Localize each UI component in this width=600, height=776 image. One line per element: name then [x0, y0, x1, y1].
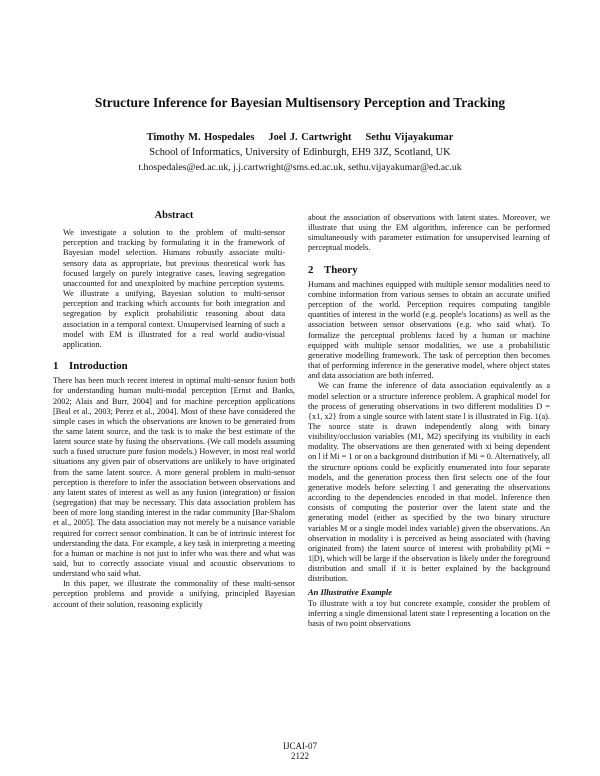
right-column — [308, 213, 550, 629]
footer-page-number: 2122 — [291, 751, 309, 761]
author-name: Timothy M. Hospedales — [146, 132, 255, 143]
abstract-text: We investigate a solution to the problem of multi-sensor perception and tracking by formulating it in the framework of Bayesian model selection. Humans robustly associate multi-sensory data as appropriate, but previous theoretical work has focused largely on purely integrative cases, leaving segregation unaccounted for and unexploited by machine perception systems. We illustrate a unifying, Bayesian solution to multi-sensor perception and tracking which accounts for both integration and segregation by explicit probabilistic reasoning about data association in a temporal context. Unsupervised learning of such a model with EM is illustrated for a real world audio-visual application. — [63, 228, 285, 349]
paper-title: Structure Inference for Bayesian Multisensory Perception and Tracking — [94, 95, 506, 110]
section-heading-introduction — [53, 361, 295, 371]
affiliation: School of Informatics, University of Edinburgh, EH9 3JZ, Scotland, UK — [149, 147, 451, 158]
abstract-body — [53, 228, 295, 350]
theory-paragraph-3: To illustrate with a toy but concrete example, consider the problem of inferring a single dimensional latent state l representing a location on the basis of two point observations — [308, 598, 550, 628]
author-name: Joel J. Cartwright — [268, 132, 352, 143]
section-title: Theory — [324, 263, 358, 276]
intro-continuation: about the association of observations with latent states. Moreover, we illustrate that using the EM algorithm, inference can be performed simultaneously with parameter estimation for unsupervised learning of perceptual models. — [308, 213, 550, 253]
intro-paragraph-1: There has been much recent interest in optimal multi-sensor fusion both for understanding human multi-modal perception [Ernst and Banks, 2002; Alais and Burr, 2004] and for machine perception applications [Beal et al., 2003; Perez et al., 2004]. Most of these have considered the simple cases in which the observations are known to be generated from the same latent source, and the task is to make the best estimate of the latent source state by fusing the observations. (We call models assuming such a fused structure pure fusion models.) However, in most real world situations any given pair of observations are unlikely to have originated from the same latent source. A more general problem in multi-sensor perception is therefore to infer the association between observations and any latent states of interest as well as any fusion (integration) or fission (segregation) that may be necessary. This data association problem has been of more long standing interest in the radar community [Bar-Shalom et al., 2005]. The data association may not merely be a nuisance variable required for correct sensor combination. It can be of intrinsic interest for understanding the data. For example, a key task in interpreting a meeting for a human or machine is not just to infer who was there and what was said, but to correctly associate visual and acoustic observations to understand who said what. — [53, 376, 295, 579]
author-name: Sethu Vijayakumar — [365, 132, 454, 143]
left-column — [53, 211, 295, 610]
subsection-heading: An Illustrative Example — [308, 587, 393, 598]
abstract-heading: Abstract — [154, 210, 194, 221]
author-list — [40, 132, 560, 143]
section-heading-theory — [308, 265, 550, 275]
section-number: 2 — [308, 263, 314, 276]
footer-venue: IJCAI-07 — [283, 741, 317, 751]
section-title: Introduction — [69, 360, 128, 373]
section-number: 1 — [53, 360, 59, 373]
theory-paragraph-1: Humans and machines equipped with multiple sensor modalities need to combine information from various senses to obtain an accurate unified perception of the world. Perception requires computing tangible quantities of interest in the world (e.g. people's locations) as well as the association between sensor observations (e.g. who said what). To formalize the perceptual problems faced by a human or machine equipped with multiple sensor modalities, we use a probabilistic generative modelling framework. The task of perception then becomes that of performing inference in the generative model, where object states and data association are both inferred. — [308, 279, 550, 381]
theory-paragraph-2: We can frame the inference of data association equivalently as a model selection or a structure inference problem. A graphical model for the process of generating observations in two different modalities D = {x1, x2} from a single source with latent state l is illustrated in Fig. 1(a). The source state is drawn independently along with binary visibility/occlusion variables (M1, M2) specifying its visibility in each modality. The observations are then generated with xi being dependent on l if Mi = 1 or on a background distribution if Mi = 0. Alternatively, all the structure options could be explicitly enumerated into four separate models, and the generation process then first selects one of the four generative models before selecting l and generating the observations according to the dependencies encoded in that model. Inference then consists of computing the posterior over the latent state and the generating model (either as specified by the two binary structure variables M or a single model index variable) given the observations. An observation in modality i is perceived as being associated with (having originated from) the latent source of interest with probability p(Mi = 1|D), which will be large if the observation is likely under the foreground distribution and small if it is better explained by the background distribution. — [308, 381, 550, 584]
author-emails: t.hospedales@ed.ac.uk, j.j.cartwright@sms.ed.ac.uk, sethu.vijayakumar@ed.ac.uk — [138, 162, 462, 173]
intro-paragraph-2: In this paper, we illustrate the commonality of these multi-sensor perception problems and provide a unifying, principled Bayesian account of their solution, reasoning explicitly — [53, 579, 295, 609]
